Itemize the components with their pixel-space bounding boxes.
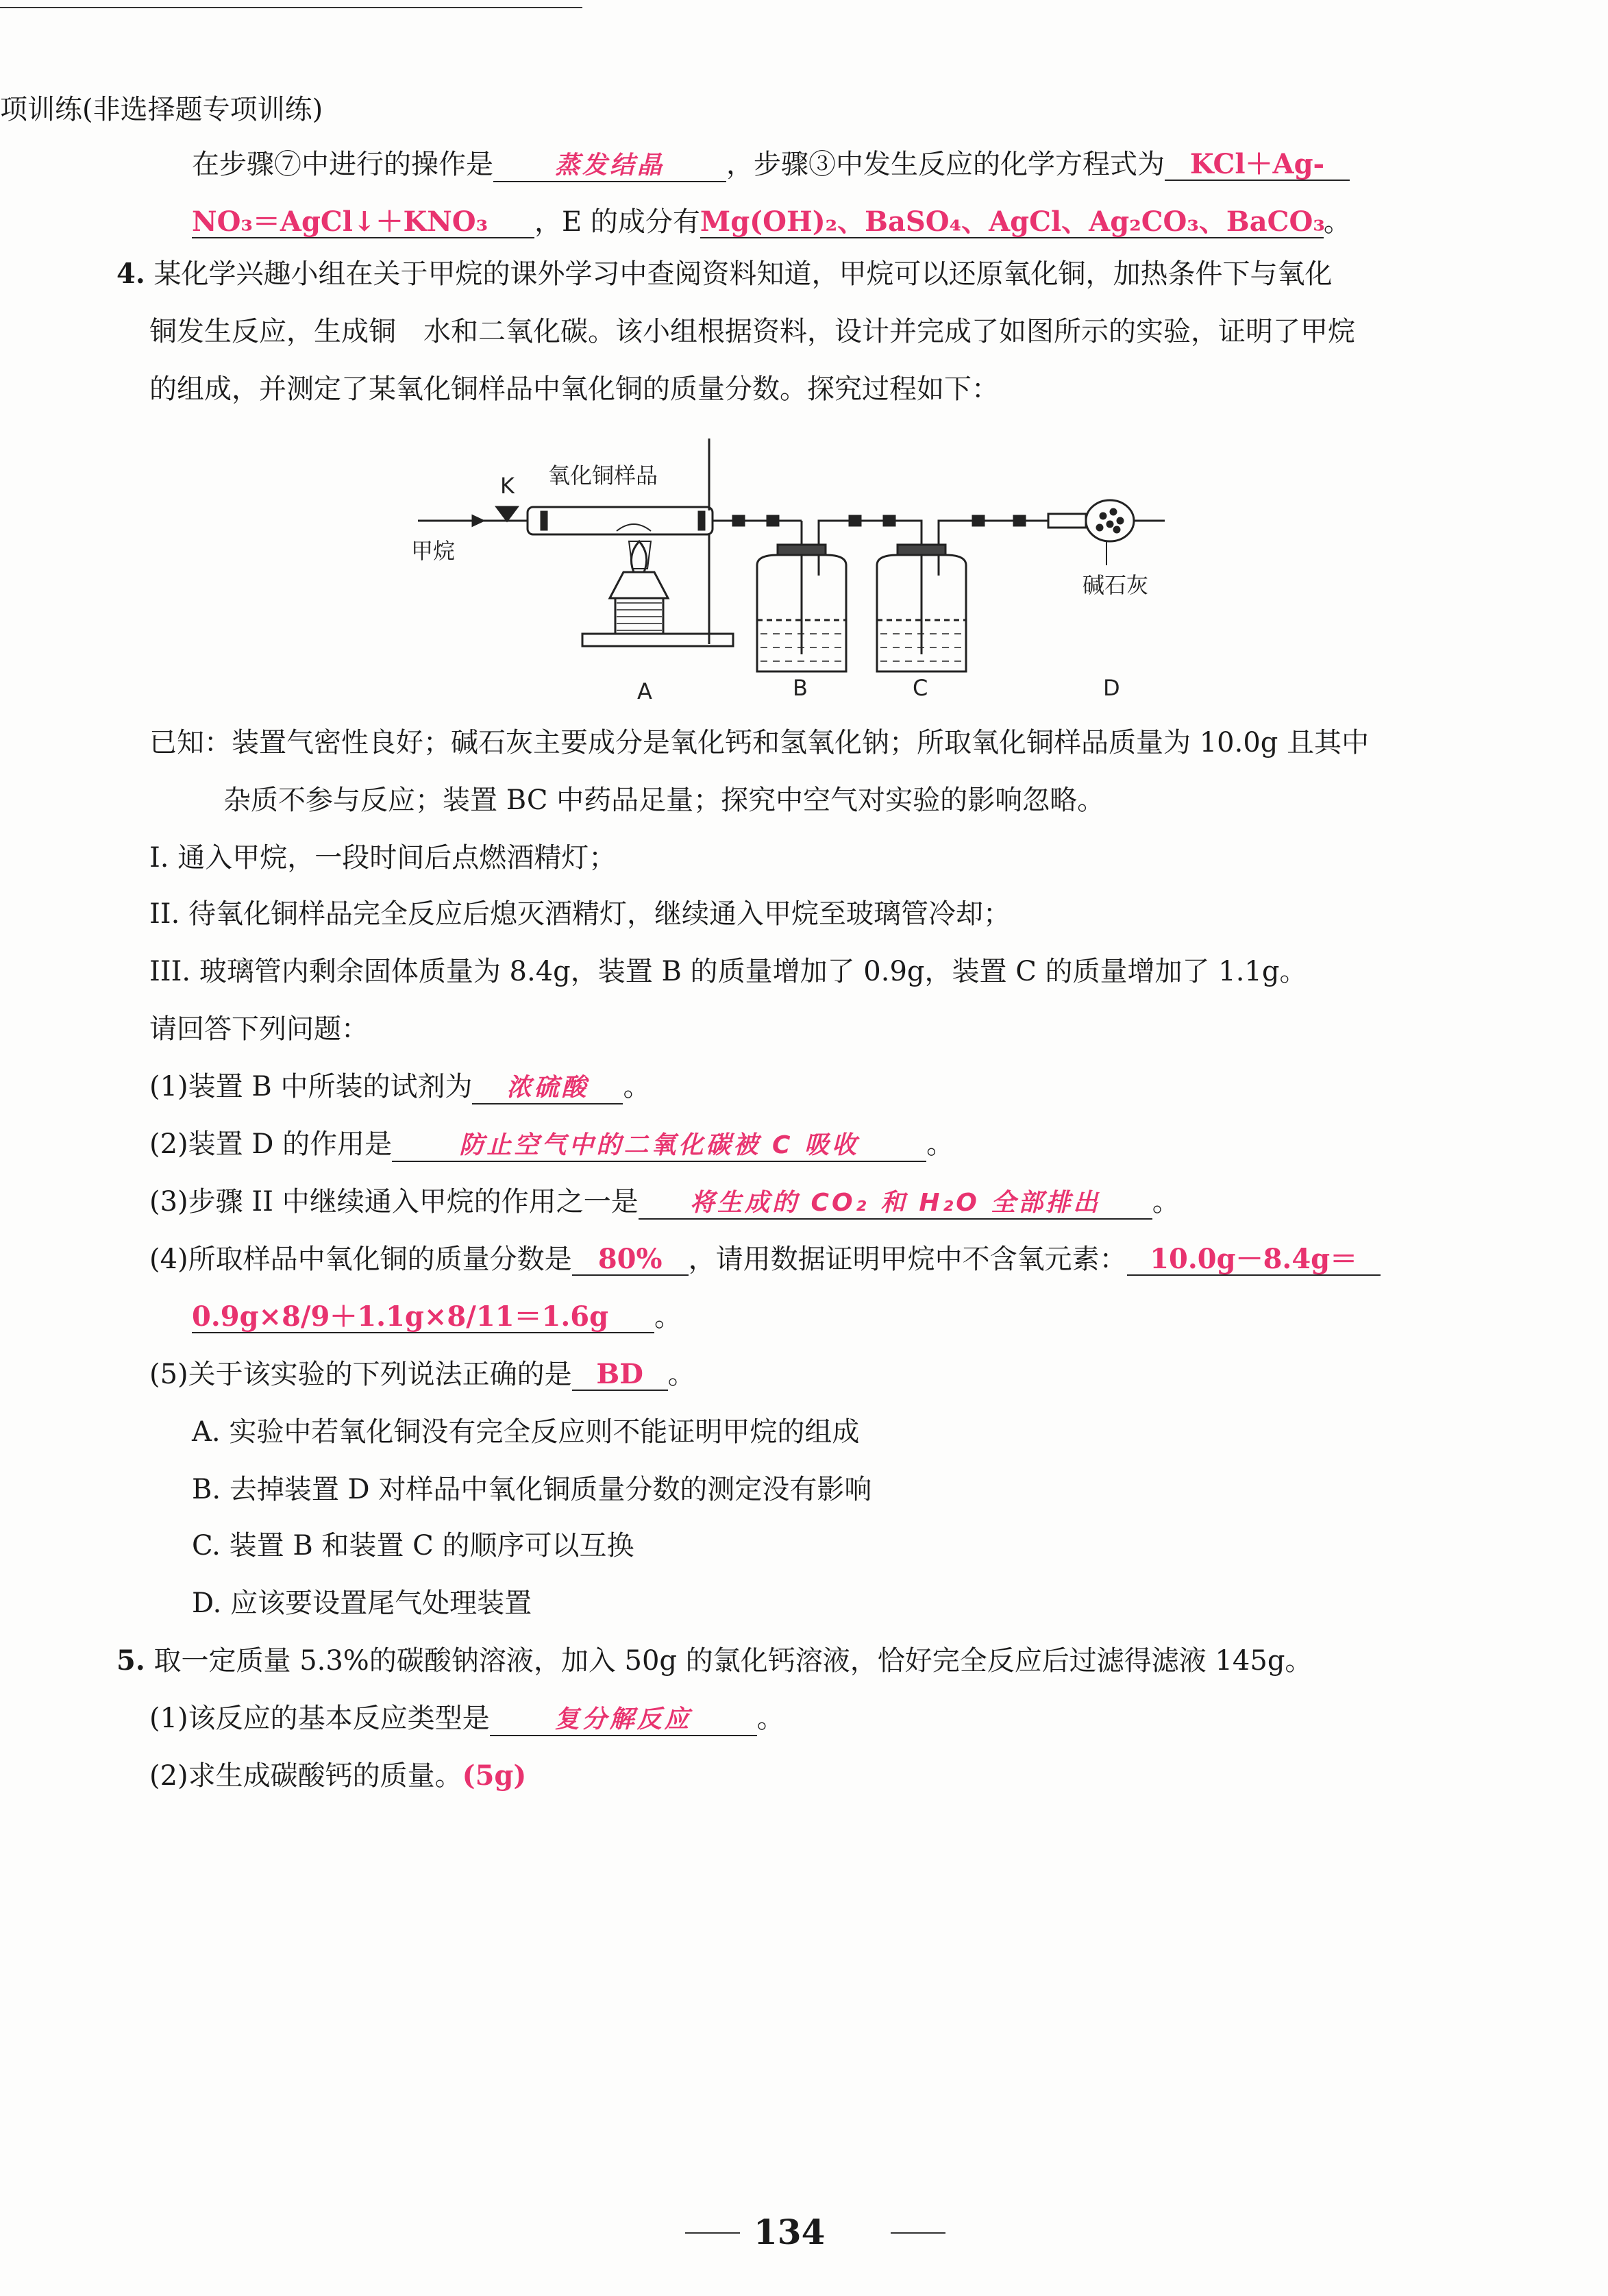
apparatus-diagram xyxy=(411,428,1185,702)
q4-step-1: I. 通入甲烷，一段时间后点燃酒精灯； xyxy=(149,842,617,874)
q4-option-b: B. 去掉装置 D 对样品中氧化铜质量分数的测定没有影响 xyxy=(192,1474,872,1505)
q4-step-2: II. 待氧化铜样品完全反应后熄灭酒精灯，继续通入甲烷至玻璃管冷却； xyxy=(149,898,1011,930)
q4-para-3: 的组成，并测定了某氧化铜样品中氧化铜的质量分数。探究过程如下： xyxy=(149,373,999,405)
label-c: C xyxy=(913,675,928,701)
label-d: D xyxy=(1103,675,1120,701)
q4-sub-2: (2)装置 D 的作用是 防止空气中的二氧化碳被 C 吸收 。 xyxy=(149,1125,954,1163)
q4-option-a: A. 实验中若氧化铜没有完全反应则不能证明甲烷的组成 xyxy=(192,1416,860,1448)
answer-calc-part1: 10.0g－8.4g＝ xyxy=(1150,1243,1358,1275)
alcohol-lamp xyxy=(610,572,668,598)
answer-device-d: 防止空气中的二氧化碳被 C 吸收 xyxy=(459,1131,859,1159)
q5-number: 5. xyxy=(116,1644,145,1677)
q4-known-1: 已知：装置气密性良好；碱石灰主要成分是氧化钙和氢氧化钠；所取氧化铜样品质量为 10.0g 且其中 xyxy=(149,727,1370,758)
drying-tube-d xyxy=(1048,514,1086,528)
q4-option-d: D. 应该要设置尾气处理装置 xyxy=(192,1588,532,1619)
q4-sub-5: (5)关于该实验的下列说法正确的是 BD 。 xyxy=(149,1358,695,1390)
q4-step-3: III. 玻璃管内剩余固体质量为 8.4g，装置 B 的质量增加了 0.9g，装置 C 的质量增加了 1.1g。 xyxy=(149,956,1307,987)
footer-dash-right xyxy=(891,2232,945,2234)
q4-ask: 请回答下列问题： xyxy=(149,1013,369,1045)
answer-e-components: Mg(OH)₂、BaSO₄、AgCl、Ag₂CO₃、BaCO₃ xyxy=(700,206,1325,238)
lamp-block xyxy=(615,598,663,634)
prev-line-2: NO₃＝AgCl↓＋KNO₃ ，E 的成分有Mg(OH)₂、BaSO₄、AgCl、Ag₂CO₃、BaCO₃。 xyxy=(192,206,1351,238)
q4-sub-4-cont: 0.9g×8/9＋1.1g×8/11＝1.6g 。 xyxy=(192,1300,682,1333)
valve-k-icon xyxy=(497,507,517,521)
answer-equation-part2: NO₃＝AgCl↓＋KNO₃ xyxy=(192,206,488,238)
label-soda-lime: 碱石灰 xyxy=(1083,572,1149,598)
answer-equation-part1: KCl＋Ag- xyxy=(1189,148,1325,180)
answer-percentage: 80% xyxy=(597,1243,663,1275)
answer-calc-part2: 0.9g×8/9＋1.1g×8/11＝1.6g xyxy=(192,1300,609,1333)
arrow-head-icon xyxy=(473,516,483,526)
answer-evaporation: 蒸发结晶 xyxy=(554,151,665,180)
section-header: 项训练(非选择题专项训练) xyxy=(0,94,323,125)
q5-sub-2: (2)求生成碳酸钙的质量。(5g) xyxy=(149,1760,527,1792)
answer-reaction-type: 复分解反应 xyxy=(554,1705,692,1733)
label-k: K xyxy=(500,473,515,499)
q5-para-1: 5. 取一定质量 5.3%的碳酸钠溶液，加入 50g 的氯化钙溶液，恰好完全反应后过滤得滤液 145g。 xyxy=(116,1644,1313,1677)
stand-base xyxy=(582,634,733,646)
label-b: B xyxy=(793,675,808,701)
prev-line-1: 在步骤⑦中进行的操作是 蒸发结晶 ，步骤③中发生反应的化学方程式为 KCl＋Ag- xyxy=(192,145,1350,184)
q5-sub-1: (1)该反应的基本反应类型是 复分解反应 。 xyxy=(149,1699,784,1738)
bottle-b-stopper xyxy=(778,545,826,555)
bottle-c-stopper xyxy=(898,545,945,555)
q4-para-2: 铜发生反应，生成铜 水和二氧化碳。该小组根据资料，设计并完成了如图所示的实验，证明了甲烷 xyxy=(149,316,1355,347)
q4-known-2: 杂质不参与反应；装置 BC 中药品足量；探究中空气对实验的影响忽略。 xyxy=(223,785,1105,816)
label-a: A xyxy=(637,678,652,702)
footer-dash-left xyxy=(685,2232,740,2234)
label-methane: 甲烷 xyxy=(411,538,456,564)
q4-para-1: 4. 某化学兴趣小组在关于甲烷的课外学习中查阅资料知道，甲烷可以还原氧化铜，加热条件下与氧化 xyxy=(116,258,1333,290)
answer-reagent-b: 浓硫酸 xyxy=(506,1074,589,1102)
label-sample: 氧化铜样品 xyxy=(548,462,658,489)
top-rule xyxy=(0,7,582,8)
q4-number: 4. xyxy=(116,258,145,290)
glass-tube xyxy=(528,507,713,534)
q4-sub-1: (1)装置 B 中所装的试剂为 浓硫酸 。 xyxy=(149,1067,650,1106)
answer-step-ii: 将生成的 CO₂ 和 H₂O 全部排出 xyxy=(689,1189,1101,1217)
answer-mass: (5g) xyxy=(462,1760,527,1792)
q4-sub-4: (4)所取样品中氧化铜的质量分数是 80% ，请用数据证明甲烷中不含氧元素： 10.0g－8.4g＝ xyxy=(149,1240,1381,1279)
flame-icon xyxy=(631,541,646,572)
answer-options: BD xyxy=(596,1358,643,1390)
q4-option-c: C. 装置 B 和装置 C 的顺序可以互换 xyxy=(192,1530,634,1561)
q4-sub-3: (3)步骤 II 中继续通入甲烷的作用之一是 将生成的 CO₂ 和 H₂O 全部排出 。 xyxy=(149,1183,1180,1221)
page-number: 134 xyxy=(754,2212,826,2252)
